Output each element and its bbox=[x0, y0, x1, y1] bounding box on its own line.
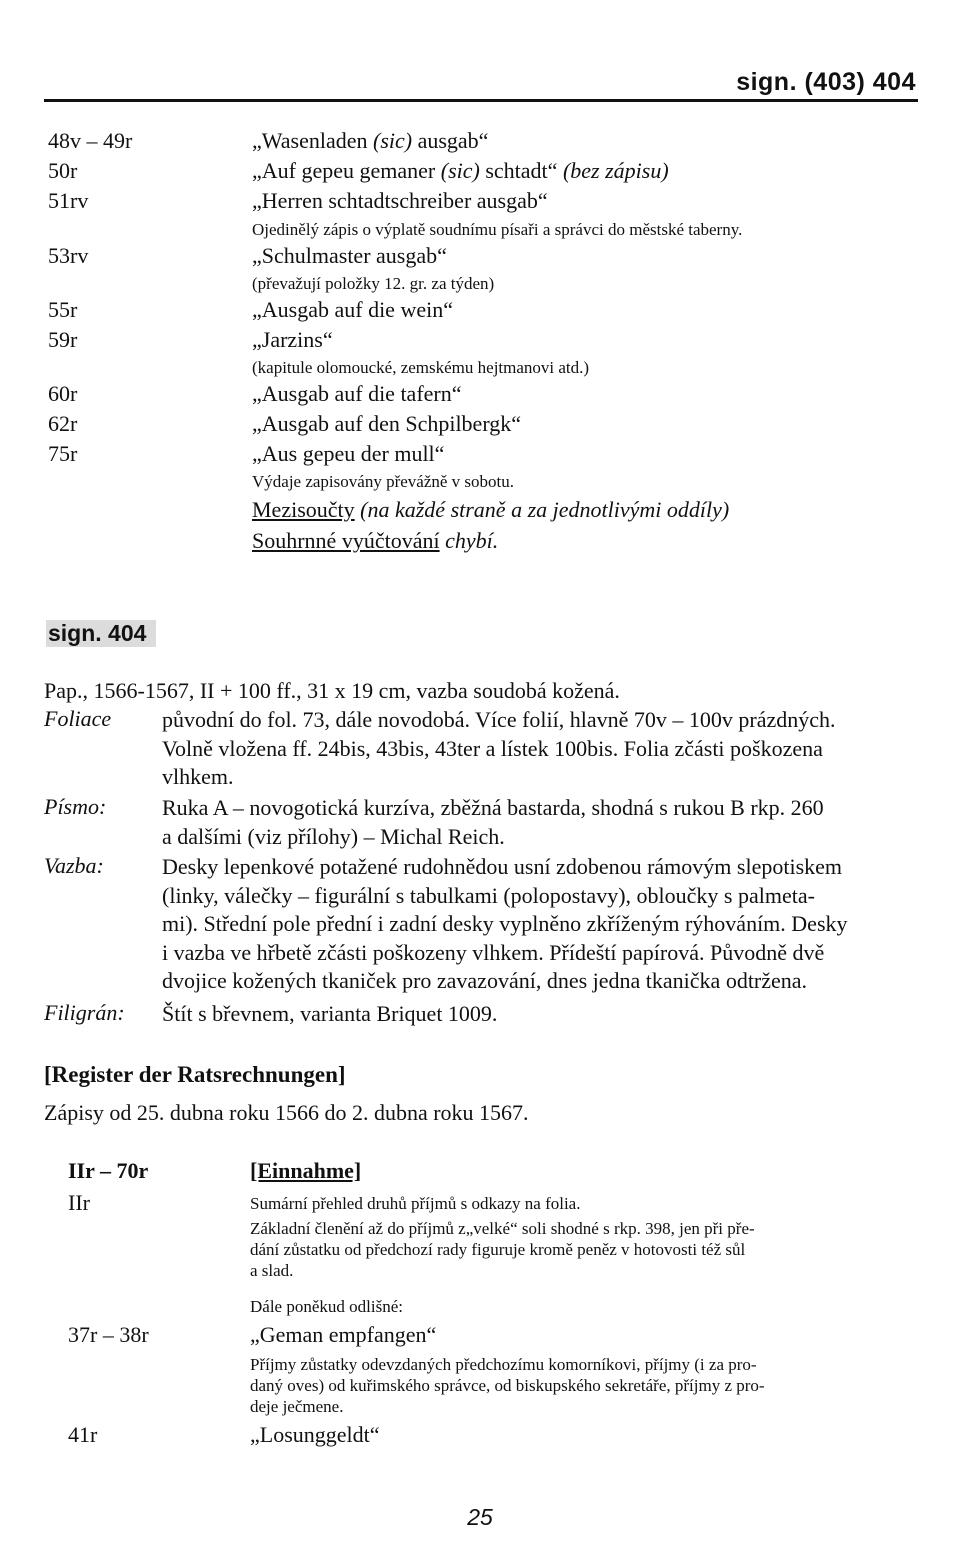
header-signature: sign. (403) 404 bbox=[736, 68, 916, 96]
folio-ref: 59r bbox=[48, 327, 78, 352]
summary-line: Souhrnné vyúčtování chybí. bbox=[252, 528, 499, 553]
page-number: 25 bbox=[467, 1504, 493, 1530]
folio-ref: 51rv bbox=[48, 188, 89, 213]
entry-text: „Ausgab auf den Schpilbergk“ bbox=[252, 411, 522, 436]
register-title: [Register der Ratsrechnungen] bbox=[44, 1062, 346, 1087]
entry-text: „Schulmaster ausgab“ bbox=[252, 243, 447, 268]
section-signature: sign. 404 bbox=[46, 620, 156, 647]
register-note: Sumární přehled druhů příjmů s odkazy na folia. bbox=[250, 1194, 581, 1213]
folio-ref: 75r bbox=[48, 441, 78, 466]
register-folio: IIr – 70r bbox=[68, 1158, 149, 1183]
entry-text: „Jarzins“ bbox=[252, 327, 333, 352]
register-entry: „Losunggeldt“ bbox=[250, 1422, 380, 1447]
foliace-label: Foliace bbox=[44, 706, 112, 731]
register-entry: „Geman empfangen“ bbox=[250, 1322, 437, 1347]
vazba-label: Vazba: bbox=[44, 853, 104, 878]
entry-note: Ojedinělý zápis o výplatě soudnímu písaři a správci do městské taberny. bbox=[252, 220, 743, 239]
entry-note: (převažují položky 12. gr. za týden) bbox=[252, 274, 495, 293]
register-note: Dále poněkud odlišné: bbox=[250, 1297, 403, 1316]
register-heading: [Einnahme] bbox=[250, 1158, 362, 1183]
folio-ref: 55r bbox=[48, 297, 78, 322]
register-note: Příjmy zůstatky odevzdaných předchozímu komorníkovi, příjmy (i za pro- daný oves) od kuřimského správce, od biskupského sekretáře, příjmy z pro- deje ječmene. bbox=[250, 1355, 765, 1416]
entry-note: Výdaje zapisovány převážně v sobotu. bbox=[252, 472, 514, 491]
pismo-text: Ruka A – novogotická kurzíva, zběžná bastarda, shodná s rukou B rkp. 260 a dalšími (viz přílohy) – Michal Reich. bbox=[162, 795, 824, 849]
entry-text: „Aus gepeu der mull“ bbox=[252, 441, 445, 466]
folio-ref: 60r bbox=[48, 381, 78, 406]
vazba-text: Desky lepenkové potažené rudohnědou usní zdobenou rámovým slepotiskem (linky, válečky – figurální s tabulkami (polopostavy), obloučky s palmeta- mi). Střední pole přední i zadní desky vyplněno zkříženým rýhováním. Desky i vazba ve hřbetě zčásti poškozeny vlhkem. Přídeští papírová. Původně dvě dvojice kožených tkaniček pro zavazování, dnes jedna tkanička odtržena. bbox=[162, 854, 848, 993]
filigran-text: Štít s břevnem, varianta Briquet 1009. bbox=[162, 1001, 498, 1026]
folio-ref: 53rv bbox=[48, 243, 89, 268]
entry-text: „Ausgab auf die tafern“ bbox=[252, 381, 462, 406]
folio-ref: 62r bbox=[48, 411, 78, 436]
pismo-label: Písmo: bbox=[44, 794, 107, 819]
filigran-label: Filigrán: bbox=[44, 1000, 125, 1025]
register-note: Základní členění až do příjmů z„velké“ soli shodné s rkp. 398, jen při pře- dání zůstatku od předchozí rady figuruje kromě peněz v hotovosti též sůl a slad. bbox=[250, 1219, 755, 1280]
entry-text: „Wasenladen (sic) ausgab“ bbox=[252, 128, 489, 153]
folio-ref: 50r bbox=[48, 158, 78, 183]
register-folio: 37r – 38r bbox=[68, 1322, 149, 1347]
entry-note: (kapitule olomoucké, zemskému hejtmanovi atd.) bbox=[252, 358, 590, 377]
entry-text: „Ausgab auf die wein“ bbox=[252, 297, 453, 322]
paper-description: Pap., 1566-1567, II + 100 ff., 31 x 19 cm, vazba soudobá kožená. bbox=[44, 678, 620, 703]
header-rule bbox=[44, 99, 918, 102]
register-folio: IIr bbox=[68, 1190, 90, 1215]
register-dates: Zápisy od 25. dubna roku 1566 do 2. dubna roku 1567. bbox=[44, 1100, 529, 1125]
register-folio: 41r bbox=[68, 1422, 98, 1447]
entry-text: „Auf gepeu gemaner (sic) schtadt“ (bez zápisu) bbox=[252, 158, 669, 183]
entry-text: „Herren schtadtschreiber ausgab“ bbox=[252, 188, 548, 213]
subtotals-line: Mezisoučty (na každé straně a za jednotlivými oddíly) bbox=[252, 497, 730, 522]
foliace-text: původní do fol. 73, dále novodobá. Více folií, hlavně 70v – 100v prázdných. Volně vložena ff. 24bis, 43bis, 43ter a lístek 100bis. Folia zčásti poškozena vlhkem. bbox=[162, 707, 836, 789]
folio-ref: 48v – 49r bbox=[48, 128, 133, 153]
